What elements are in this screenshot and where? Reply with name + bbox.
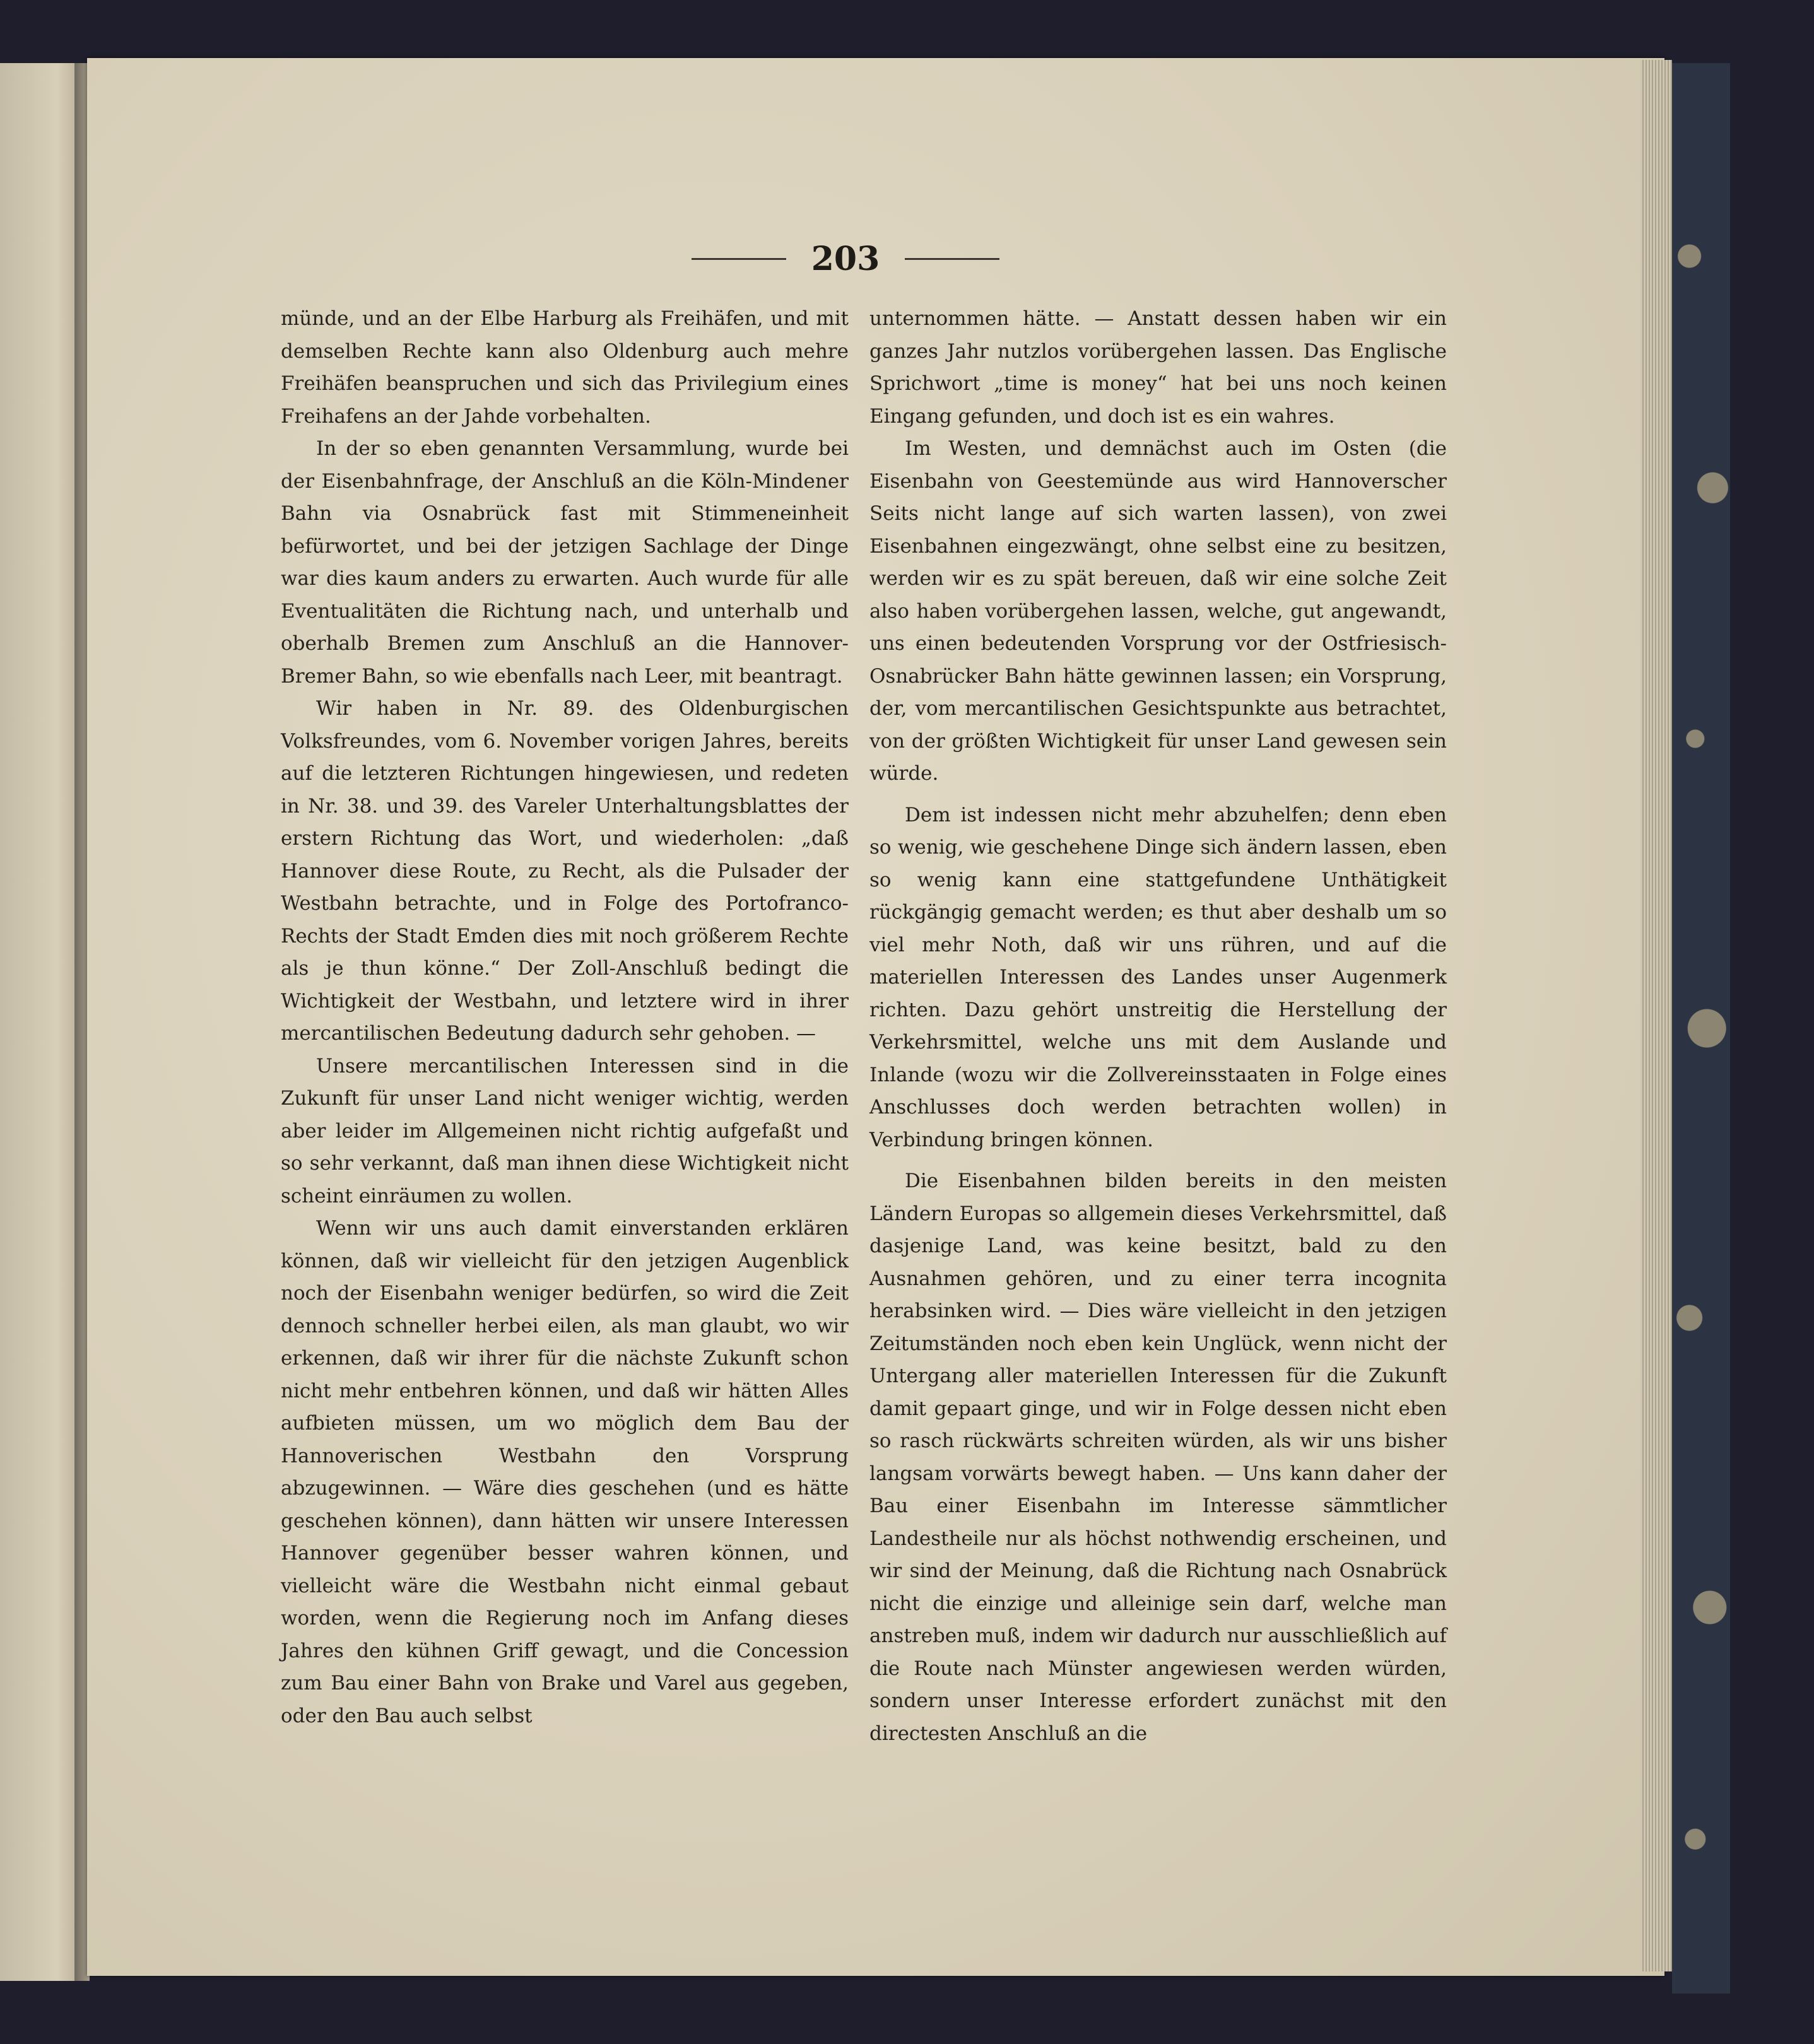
text-column-left <box>281 303 849 1732</box>
paragraph: unternommen hätte. — Anstatt dessen haben wir ein ganzes Jahr nutzlos vorübergehen lassen. Das Englische Sprichwort „time is money“ hat bei uns noch keinen Eingang gefunden, und doch ist es ein wahres. <box>869 307 1447 428</box>
paragraph: Dem ist indessen nicht mehr abzuhelfen; denn eben so wenig, wie geschehene Dinge sich ändern lassen, eben so wenig kann eine stattgefundene Unthätigkeit rückgängig gemacht werden; es thut aber deshalb um so viel mehr Noth, daß wir uns rühren, und auf die materiellen Interessen des Landes unser Augenmerk richten. Dazu gehört unstreitig die Herstellung der Verkehrsmittel, welche uns mit dem Auslande und Inlande (wozu wir die Zollvereinsstaaten in Folge eines Anschlusses doch werden betrachten wollen) in Verbindung bringen können. <box>869 803 1447 1151</box>
paragraph: Unsere mercantilischen Interessen sind in die Zukunft für unser Land nicht weniger wichtig, werden aber leider im Allgemeinen nicht richtig aufgefaßt und so sehr verkannt, daß man ihnen diese Wichtigkeit nicht scheint einräumen zu wollen. <box>281 1054 849 1207</box>
paragraph: Die Eisenbahnen bilden bereits in den meisten Ländern Europas so allgemein dieses Verkehrsmittel, daß dasjenige Land, was keine besitzt, bald zu den Ausnahmen gehören, und zu einer terra incognita herabsinken wird. — Dies wäre vielleicht in den jetzigen Zeitumständen noch eben kein Unglück, wenn nicht der Untergang aller materiellen Interessen für die Zukunft damit gepaart ginge, und wir in Folge dessen nicht eben so rasch rückwärts schreiten würden, als wir uns bisher langsam vorwärts bewegt haben. — Uns kann daher der Bau einer Eisenbahn im Interesse sämmtlicher Landestheile nur als höchst nothwendig erscheinen, und wir sind der Meinung, daß die Richtung nach Osnabrück nicht die einzige und alleinige sein darf, welche man anstreben muß, indem wir dadurch nur ausschließlich auf die Route nach Münster angewiesen werden würden, sondern unser Interesse erfordert zunächst mit den directesten Anschluß an die <box>869 1170 1447 1745</box>
paragraph: münde, und an der Elbe Harburg als Freihäfen, und mit demselben Rechte kann also Oldenburg auch mehre Freihäfen beanspruchen und sich das Privilegium eines Freihafens an der Jahde vorbehalten. <box>281 307 849 428</box>
paragraph: Im Westen, und demnächst auch im Osten (die Eisenbahn von Geestemünde aus wird Hannoverscher Seits nicht lange auf sich warten lassen), von zwei Eisenbahnen eingezwängt, ohne selbst eine zu besitzen, werden wir es zu spät bereuen, daß wir eine solche Zeit also haben vorübergehen lassen, welche, gut angewandt, uns einen bedeutenden Vorsprung vor der Ostfriesisch-Osnabrücker Bahn hätte gewinnen lassen; ein Vorsprung, der, vom mercantilischen Gesichtspunkte aus betrachtet, von der größten Wichtigkeit für unser Land gewesen sein würde. <box>869 437 1447 785</box>
paragraph: Wir haben in Nr. 89. des Oldenburgischen Volksfreundes, vom 6. November vorigen Jahres, bereits auf die letzteren Richtungen hingewiesen, und redeten in Nr. 38. und 39. des Vareler Unterhaltungsblattes der erstern Richtung das Wort, und wiederholen: „daß Hannover diese Route, zu Recht, als die Pulsader der Westbahn betrachte, und in Folge des Portofranco-Rechts der Stadt Emden dies mit noch größerem Rechte als je thun könne.“ Der Zoll-Anschluß bedingt die Wichtigkeit der Westbahn, und letztere wird in ihrer mercantilischen Bedeutung dadurch sehr gehoben. — <box>281 697 849 1045</box>
previous-page-edge <box>0 63 82 1981</box>
book-cover-edge <box>1672 63 1730 1994</box>
page-number: 203 <box>811 239 880 278</box>
page-header <box>669 233 1022 284</box>
text-column-right <box>869 303 1447 1750</box>
header-rule-right <box>905 258 999 260</box>
header-rule-left <box>692 258 786 260</box>
paragraph: Wenn wir uns auch damit einverstanden erklären können, daß wir vielleicht für den jetzigen Augenblick noch der Eisenbahn weniger bedürfen, so wird die Zeit dennoch schneller herbei eilen, als man glaubt, wo wir erkennen, daß wir ihrer für die nächste Zukunft schon nicht mehr entbehren können, und daß wir hätten Alles aufbieten müssen, um wo möglich dem Bau der Hannoverischen Westbahn den Vorsprung abzugewinnen. — Wäre dies geschehen (und es hätte geschehen können), dann hätten wir unsere Interessen Hannover gegenüber besser wahren können, und vielleicht wäre die Westbahn nicht einmal gebaut worden, wenn die Regierung noch im Anfang dieses Jahres den kühnen Griff gewagt, und die Concession zum Bau einer Bahn von Brake und Varel aus gegeben, oder den Bau auch selbst <box>281 1217 849 1727</box>
paragraph: In der so eben genannten Versammlung, wurde bei der Eisenbahnfrage, der Anschluß an die Köln-Mindener Bahn via Osnabrück fast mit Stimmeneinheit befürwortet, und bei der jetzigen Sachlage der Dinge war dies kaum anders zu erwarten. Auch wurde für alle Eventualitäten die Richtung nach, und unterhalb und oberhalb Bremen zum Anschluß an die Hannover-Bremer Bahn, so wie ebenfalls nach Leer, mit beantragt. <box>281 437 849 688</box>
page-edges <box>1640 60 1672 1971</box>
